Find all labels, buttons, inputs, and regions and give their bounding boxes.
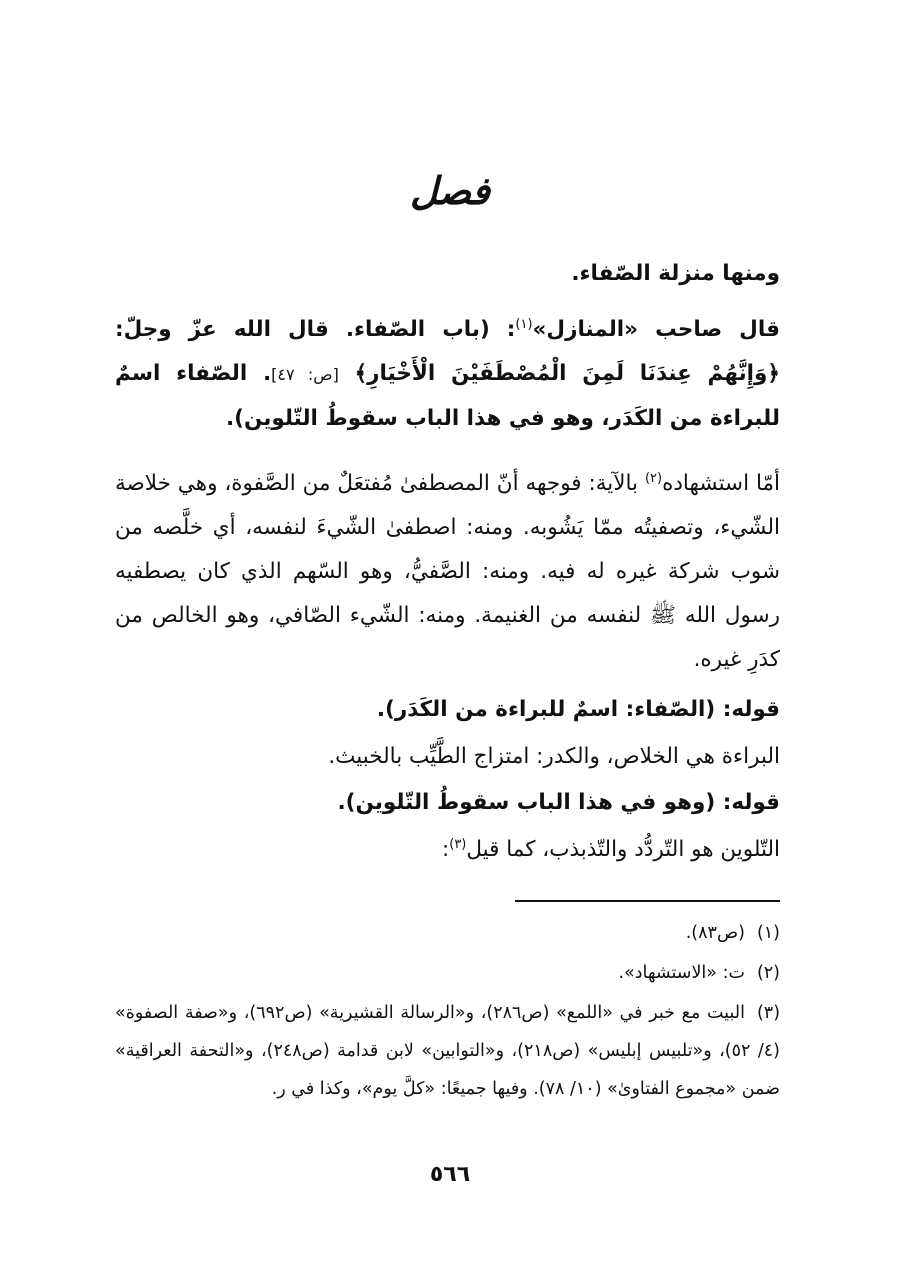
explanation-line: البراءة هي الخلاص، والكدر: امتزاج الطَّيِّب بالخبيث.	[328, 744, 780, 769]
footnote-number: (٢)	[756, 963, 780, 983]
intro-line: ومنها منزلة الصّفاء.	[571, 261, 780, 286]
commentary-paragraph	[115, 462, 780, 682]
footnote-text: ت: «الاستشهاد».	[618, 963, 745, 983]
quote-text-a: : (باب الصّفاء. قال الله عزّ وجلّ: ﴿وَإِنَّهُمْ عِندَنَا لَمِنَ الْمُصْطَفَيْنَ الْأَخْيَارِ﴾	[115, 317, 781, 386]
explanation-text: التّلوين هو التّردُّد والتّذبذب، كما قيل	[466, 837, 780, 862]
quote-lead: قال صاحب «المنازل»	[532, 317, 780, 342]
page-number: ٥٦٦	[429, 1162, 471, 1187]
quote-line-1: قوله: (الصّفاء: اسمٌ للبراءة من الكَدَر).	[376, 697, 780, 722]
quote-line-2: قوله: (وهو في هذا الباب سقوطُ التّلوين).	[337, 790, 780, 815]
footnote-ref-2: (٢)	[644, 470, 663, 486]
footnote-ref-3: (٣)	[449, 836, 467, 852]
footnote-number: (٣)	[756, 1003, 781, 1023]
quote-text-b: . الصّفاء اسمٌ للبراءة من الكَدَر، وهو في هذا الباب سقوطُ التّلوين).	[115, 361, 780, 431]
footnote-text: (ص٨٣).	[685, 923, 745, 943]
explanation-colon: :	[441, 837, 450, 862]
footnote-number: (١)	[756, 923, 780, 943]
footnote-1	[115, 914, 780, 952]
footnote-text: البيت مع خبر في «اللمع» (ص٢٨٦)، و«الرسالة القشيرية» (ص٦٩٢)، و«صفة الصفوة» (٤/ ٥٢)، و«تلبيس إبليس» (ص٢١٨)، و«التوابين» لابن قدامة (ص٢٤٨)، و«التحفة العراقية» ضمن «مجموع الفتاوىٰ» (١٠/ ٧٨). وفيها جميعًا: «كلَّ يوم»، وكذا في ر.	[115, 1003, 780, 1099]
section-heading: فصل	[410, 168, 490, 213]
footnote-divider	[515, 900, 780, 902]
commentary-start: أمّا استشهاده	[662, 471, 780, 496]
footnote-ref-1: (١)	[515, 316, 533, 332]
footnote-2	[115, 954, 780, 992]
verse-reference: [ص: ٤٧]	[271, 365, 339, 384]
footnote-3	[115, 994, 780, 1108]
commentary-rest: بالآية: فوجهه أنّ المصطفىٰ مُفتعَلٌ من الصَّفوة، وهي خلاصة الشّيء، وتصفيتُه ممّا يَشُوبه. ومنه: اصطفىٰ الشّيءَ لنفسه، أي خلَّصه من شوب شركة غيره له فيه. ومنه: الصَّفيُّ، وهو السّهم الذي كان يصطفيه رسول الله ﷺ لنفسه من الغنيمة. ومنه: الشّيء الصّافي، وهو الخالص من كدَرِ غيره.	[115, 471, 780, 672]
explanation-line-2	[442, 828, 780, 872]
quote-paragraph	[115, 308, 780, 441]
